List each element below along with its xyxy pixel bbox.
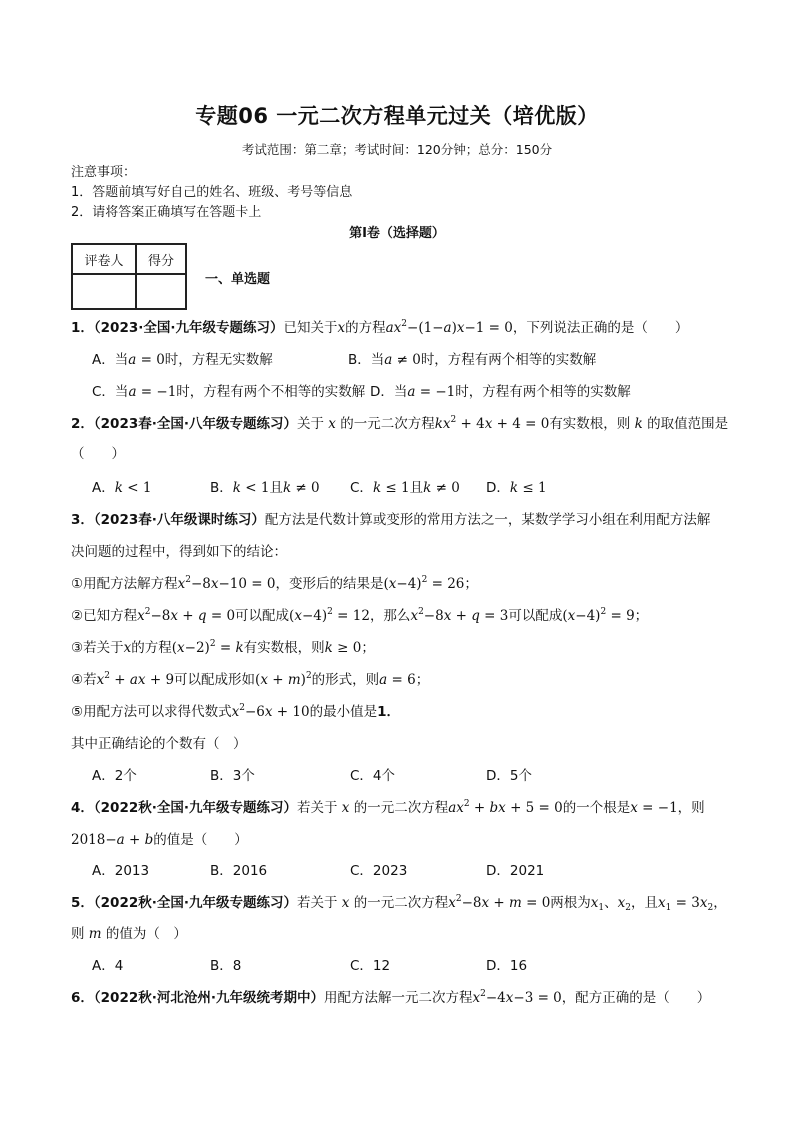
q1-option-b: B．当a ≠ 0时，方程有两个相等的实数解 [348,352,597,368]
page-title: 专题06 一元二次方程单元过关（培优版） [195,104,599,128]
q3-ask: 其中正确结论的个数有（ ） [71,736,247,752]
grader-cell [72,274,136,309]
score-header: 得分 [136,244,186,274]
question-1: 1．（2023·全国·九年级专题练习）已知关于x的方程$ax^2-(1-a)x-1 = 0$，下列说法正确的是（ ） [71,319,689,336]
question-4-cont: 2018−a + b的值是（ ） [71,832,248,848]
q3-statement-3: ③若关于x的方程$(x-2)^2 = k$有实数根，则k ≥ 0； [71,639,375,656]
question-2: 2．（2023春·全国·八年级专题练习）关于 x 的一元二次方程$kx^2 + 4x + 4 = 0$有实数根，则 k 的取值范围是 [71,415,729,432]
q5-option-c: C．12 [350,958,391,974]
q3-statement-2: ②已知方程$x^2-8x + q = 0$可以配成$(x-4)^2 = 12$，那么$x^2-8x + q = 3$可以配成$(x-4)^2 = 9$； [71,607,649,624]
question-number: 1． [71,320,94,336]
q5-option-b: B．8 [210,958,242,974]
section-title: 一、单选题 [205,272,271,287]
question-6: 6．（2022秋·河北沧州·九年级统考期中）用配方法解一元二次方程$x^2-4x-3 = 0$，配方正确的是（ ） [71,989,711,1006]
volume-title: 第Ⅰ卷（选择题） [349,226,445,241]
q3-option-d: D．5个 [486,768,532,784]
q4-option-b: B．2016 [210,863,268,879]
q1-option-d: D．当a = −1时，方程有两个相等的实数解 [370,384,631,400]
notice-heading: 注意事项： [71,165,137,180]
q2-option-c: C．k ≤ 1且k ≠ 0 [350,480,460,496]
q3-option-c: C．4个 [350,768,396,784]
q5-option-a: A．4 [92,958,124,974]
question-source: （2023·全国·九年级专题练习） [93,320,284,336]
q3-option-a: A．2个 [92,768,137,784]
q5-option-d: D．16 [486,958,528,974]
q3-statement-5: ⑤用配方法可以求得代数式$x^2-6x + 10$的最小值是1． [71,703,400,720]
score-cell [136,274,186,309]
grader-table [71,243,187,310]
notice-item-1: 1．答题前填写好自己的姓名、班级、考号等信息 [71,185,353,200]
q2-option-b: B．k < 1且k ≠ 0 [210,480,320,496]
question-3-cont: 决问题的过程中，得到如下的结论： [71,544,287,560]
question-5-cont: 则 m 的值为（ ） [71,926,187,942]
question-5: 5．（2022秋·全国·九年级专题练习）若关于 x 的一元二次方程$x^2-8x + m = 0$两根为$x_1$、$x_2$，且$x_1 = 3x_2$， [71,894,727,913]
q3-statement-4: ④若$x^2$ + ax + 9可以配成形如$(x + m)^2$的形式，则a = 6； [71,671,430,688]
grader-header: 评卷人 [72,244,136,274]
question-2-cont: （ ） [71,446,125,462]
q3-option-b: B．3个 [210,768,255,784]
q2-option-a: A．k < 1 [92,480,152,496]
q4-option-d: D．2021 [486,863,545,879]
q1-option-a: A．当a = 0时，方程无实数解 [92,352,273,368]
q4-option-c: C．2023 [350,863,408,879]
notice-item-2: 2．请将答案正确填写在答题卡上 [71,205,262,220]
exam-info: 考试范围：第二章；考试时间：120分钟；总分：150分 [241,142,553,157]
q1-option-c: C．当a = −1时，方程有两个不相等的实数解 [92,384,366,400]
question-3: 3．（2023春·八年级课时练习）配方法是代数计算或变形的常用方法之一，某数学学习小组在利用配方法解 [71,512,711,528]
q2-option-d: D．k ≤ 1 [486,480,547,496]
question-4: 4．（2022秋·全国·九年级专题练习）若关于 x 的一元二次方程$ax^2$ + bx + 5 = 0的一个根是x = −1，则 [71,799,705,816]
q3-statement-1: ①用配方法解方程$x^2-8x-10 = 0$，变形后的结果是$(x-4)^2 = 26$； [71,575,478,592]
q4-option-a: A．2013 [92,863,150,879]
